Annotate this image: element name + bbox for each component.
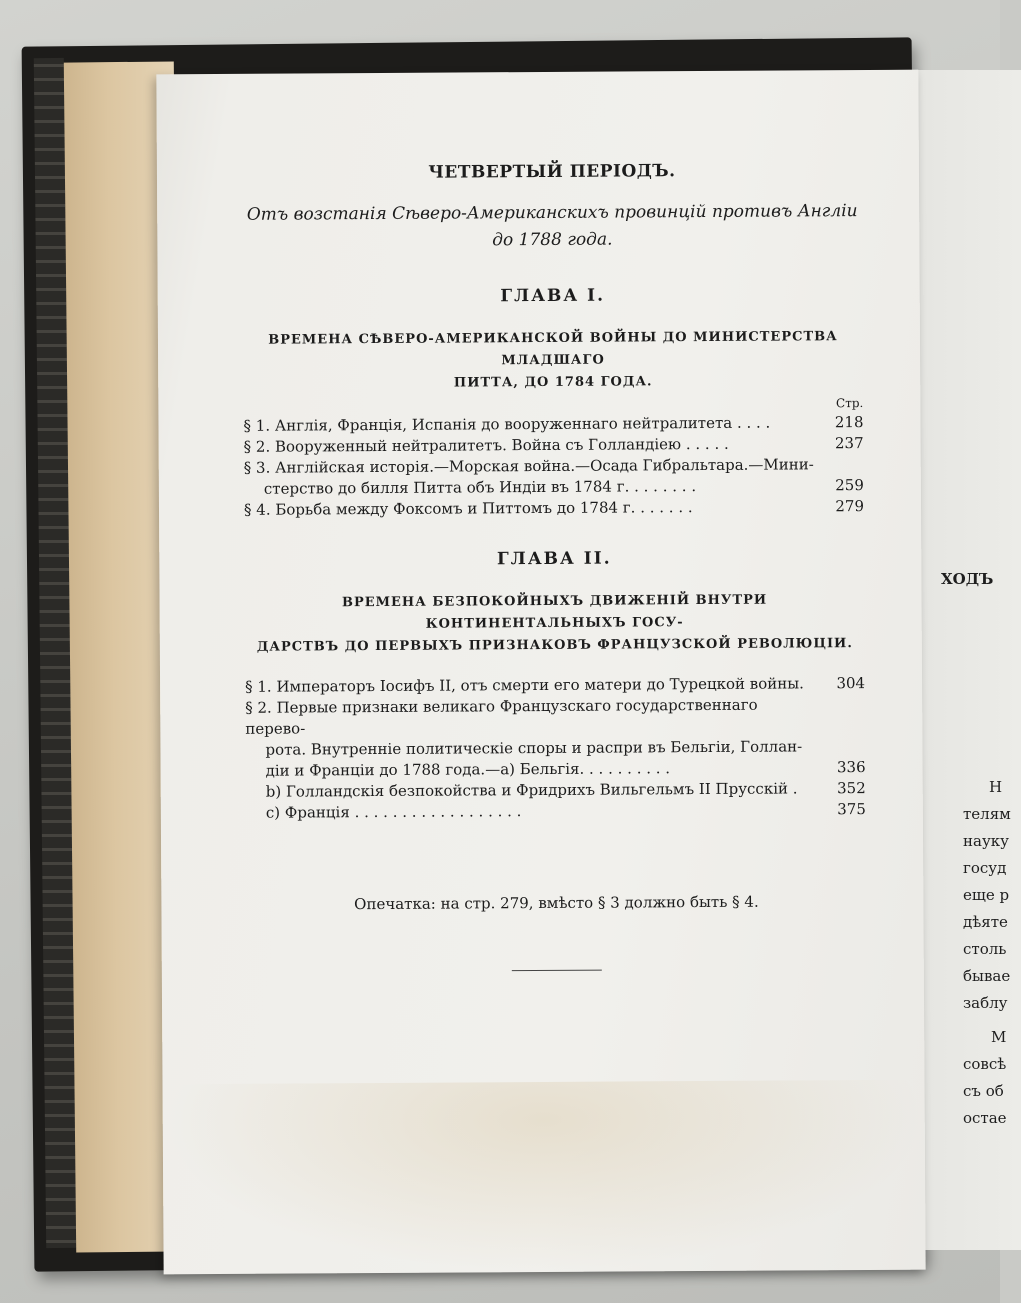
toc-entry-text: діи и Франціи до 1788 года.—a) Бельгія. . . . . . . . . . bbox=[265, 759, 671, 780]
right-page-text: остае bbox=[963, 1109, 1007, 1127]
right-page-text: ХОДЪ bbox=[941, 570, 994, 588]
toc-entry-text: § 3. Англійская исторія.—Морская война.—Осада Гибральтара.—Мини- bbox=[243, 455, 814, 477]
toc-entry-text: § 2. Первые признаки великаго Французскаго государственнаго перево- bbox=[245, 695, 758, 738]
right-page-text: М bbox=[991, 1028, 1007, 1046]
right-page-text: еще р bbox=[963, 886, 1010, 904]
toc-entry-page: 279 bbox=[835, 497, 865, 516]
period-subtitle bbox=[242, 198, 862, 256]
chapter-1-description bbox=[243, 326, 863, 396]
toc-entry-page: 304 bbox=[836, 674, 866, 693]
toc-entry-text: c) Франція . . . . . . . . . . . . . . . . . . bbox=[265, 802, 522, 822]
chapter-desc-line: ДАРСТВЪ ДО ПЕРВЫХЪ ПРИЗНАКОВЪ ФРАНЦУЗСКОЙ РЕВОЛЮЦІИ. bbox=[256, 636, 853, 655]
chapter-2-description bbox=[245, 589, 865, 659]
subtitle-line: Отъ возстанія Сѣверо-Американскихъ провинцій противъ Англіи bbox=[246, 201, 858, 225]
toc-entry-text: § 4. Борьба между Фоксомъ и Питтомъ до 1784 г. . . . . . . bbox=[243, 498, 693, 519]
chapter-desc-line: ВРЕМЕНА СѢВЕРО-АМЕРИКАНСКОЙ ВОЙНЫ ДО МИНИСТЕРСТВА МЛАДШАГО bbox=[268, 329, 838, 369]
chapter-desc-line: ПИТТА, ДО 1784 ГОДА. bbox=[453, 374, 653, 391]
right-page-text: Н bbox=[989, 778, 1003, 796]
water-stain bbox=[163, 1080, 926, 1275]
toc-entry-page: 375 bbox=[837, 800, 866, 819]
divider-rule bbox=[512, 970, 602, 972]
toc-entry-page: 218 bbox=[834, 413, 864, 432]
right-page-text: бывае bbox=[963, 967, 1011, 985]
toc-entry-text: рота. Внутренніе политическіе споры и распри въ Бельгіи, Голлан- bbox=[265, 737, 803, 759]
right-page-text: съ об bbox=[963, 1082, 1004, 1100]
toc-entry-page: 259 bbox=[835, 476, 864, 495]
subtitle-line: до 1788 года. bbox=[492, 229, 613, 251]
toc-entry-page: 237 bbox=[834, 434, 864, 453]
toc-entry bbox=[244, 496, 864, 521]
right-page-text: телям bbox=[963, 805, 1011, 823]
chapter-desc-line: ВРЕМЕНА БЕЗПОКОЙНЫХЪ ДВИЖЕНІЙ ВНУТРИ КОНТИНЕНТАЛЬНЫХЪ ГОСУ- bbox=[341, 592, 768, 632]
period-title: ЧЕТВЕРТЫЙ ПЕРІОДЪ. bbox=[428, 161, 676, 183]
right-page-text: дѣяте bbox=[963, 913, 1008, 931]
right-page-text: науку bbox=[963, 832, 1009, 850]
toc-entry-text: § 1. Англія, Франція, Испанія до вооруженнаго нейтралитета . . . . bbox=[243, 413, 771, 435]
toc-entry bbox=[246, 799, 866, 824]
chapter-1-heading: ГЛАВА I. bbox=[500, 285, 606, 307]
right-page-text: заблу bbox=[963, 994, 1008, 1012]
toc-entry-text: b) Голландскія безпокойства и Фридрихъ Вильгельмъ II Прусскій . bbox=[265, 779, 798, 801]
toc-entry-text: стерство до билля Питта объ Индіи въ 1784 г. . . . . . . . bbox=[263, 477, 697, 498]
toc-entry-text: § 1. Императоръ Іосифъ II, отъ смерти его матери до Турецкой войны. bbox=[245, 674, 804, 696]
right-page-text: совсѣ bbox=[963, 1055, 1007, 1073]
right-page-text: госуд bbox=[963, 859, 1007, 877]
toc-entry bbox=[245, 694, 865, 740]
right-page-text: столь bbox=[963, 940, 1007, 958]
book-page bbox=[156, 70, 925, 1275]
toc-entry-page: 336 bbox=[836, 758, 866, 777]
pages-column-label: Стр. bbox=[835, 396, 864, 411]
erratum-note: Опечатка: на стр. 279, вмѣсто § 3 должно быть § 4. bbox=[354, 892, 759, 914]
toc-entry-page: 352 bbox=[837, 779, 866, 798]
table-of-contents bbox=[242, 160, 867, 973]
toc-entry-text: § 2. Вооруженный нейтралитетъ. Война съ Голландіею . . . . . bbox=[243, 434, 729, 456]
chapter-2-heading: ГЛАВА II. bbox=[496, 548, 612, 570]
